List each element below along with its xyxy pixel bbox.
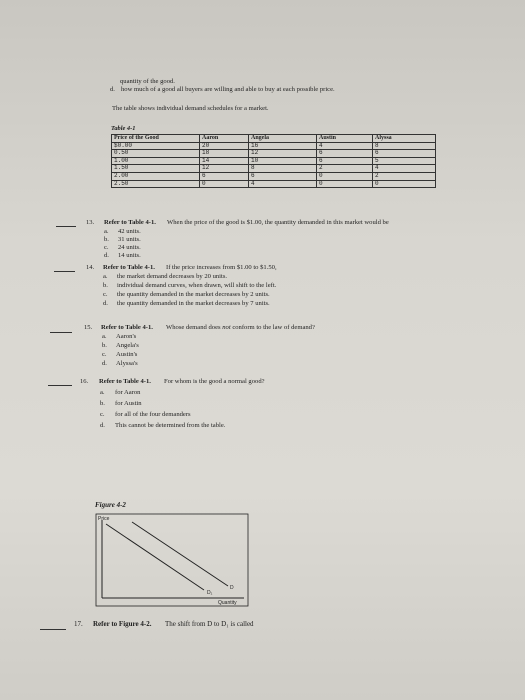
cell-price: 2.50	[112, 180, 200, 188]
question-ref: Refer to Table 4-1.	[104, 219, 156, 226]
question-stem: If the price increases from $1.00 to $1.50,	[166, 264, 277, 271]
header-austin: Austin	[317, 135, 373, 143]
question-ref: Refer to Table 4-1.	[99, 378, 151, 385]
header-price: Price of the Good	[112, 135, 200, 143]
cell-aaron: 0	[200, 180, 249, 188]
cell-price: 1.50	[112, 165, 200, 173]
intro-line-1: quantity of the good.	[120, 78, 175, 85]
answer-blank-13[interactable]	[56, 226, 76, 227]
question-stem: For whom is the good a normal good?	[164, 378, 265, 385]
cell-austin: 2	[317, 165, 373, 173]
cell-angela: 10	[249, 157, 317, 165]
option-letter: d.	[103, 300, 108, 307]
answer-blank-17[interactable]	[40, 629, 66, 630]
cell-alyssa: 5	[373, 157, 436, 165]
question-number: 17.	[74, 620, 83, 628]
cell-price: 2.00	[112, 172, 200, 180]
question-stem: The shift from D to D₁ is called	[165, 620, 254, 628]
demand-table	[111, 134, 436, 188]
cell-angela: 4	[249, 180, 317, 188]
cell-austin: 0	[317, 180, 373, 188]
cell-aaron: 18	[200, 150, 249, 158]
question-ref: Refer to Table 4-1.	[103, 264, 155, 271]
question-number: 13.	[86, 219, 95, 226]
option-letter: b.	[104, 236, 109, 243]
stem-post: conform to the law of demand?	[232, 324, 315, 331]
header-angela: Angela	[249, 135, 317, 143]
option-text: the market demand decreases by 20 units.	[117, 273, 228, 280]
option-text: individual demand curves, when drawn, will shift to the left.	[117, 282, 277, 289]
cell-aaron: 6	[200, 172, 249, 180]
header-alyssa: Alyssa	[373, 135, 436, 143]
table-row	[112, 180, 436, 188]
cell-aaron: 20	[200, 142, 249, 150]
table-row	[112, 157, 436, 165]
cell-angela: 12	[249, 150, 317, 158]
demand-curve-d1	[106, 524, 204, 590]
option-letter: a.	[103, 273, 108, 280]
option-text: Alyssa's	[116, 360, 138, 367]
cell-price: $0.00	[112, 142, 200, 150]
option-text: the quantity demanded in the market decreases by 2 units.	[117, 291, 270, 298]
cell-aaron: 14	[200, 157, 249, 165]
option-text: the quantity demanded in the market decreases by 7 units.	[117, 300, 270, 307]
intro-line-2: how much of a good all buyers are willing and able to buy at each possible price.	[121, 86, 335, 93]
question-number: 15.	[84, 324, 93, 331]
option-text: for Austin	[115, 400, 142, 407]
option-letter: a.	[104, 228, 109, 235]
question-number: 14.	[86, 264, 95, 271]
question-number: 16.	[80, 378, 89, 385]
table-row	[112, 172, 436, 180]
cell-alyssa: 4	[373, 165, 436, 173]
cell-price: 1.00	[112, 157, 200, 165]
question-ref: Refer to Figure 4-2.	[93, 620, 152, 628]
option-letter: a.	[102, 333, 107, 340]
header-aaron: Aaron	[200, 135, 249, 143]
x-axis-label: Quantity	[218, 600, 237, 606]
y-axis-label: Price	[98, 516, 110, 522]
cell-price: 0.50	[112, 150, 200, 158]
cell-alyssa: 8	[373, 142, 436, 150]
intro-letter-d: d.	[110, 86, 115, 93]
table-title: Table 4-1	[111, 125, 136, 132]
answer-blank-15[interactable]	[50, 332, 72, 333]
option-text: 24 units.	[118, 244, 141, 251]
option-letter: b.	[100, 400, 105, 407]
option-text: 14 units.	[118, 252, 141, 259]
option-text: for Aaron	[115, 389, 141, 396]
cell-austin: 4	[317, 142, 373, 150]
option-text: 31 units.	[118, 236, 141, 243]
cell-angela: 6	[249, 172, 317, 180]
cell-austin: 6	[317, 157, 373, 165]
option-letter: c.	[103, 291, 108, 298]
cell-angela: 8	[249, 165, 317, 173]
cell-aaron: 12	[200, 165, 249, 173]
option-letter: d.	[100, 422, 105, 429]
table-header-row	[112, 135, 436, 143]
cell-alyssa: 2	[373, 172, 436, 180]
option-text: Aaron's	[116, 333, 137, 340]
question-ref: Refer to Table 4-1.	[101, 324, 153, 331]
figure-border	[96, 514, 248, 606]
answer-blank-16[interactable]	[48, 385, 72, 386]
cell-alyssa: 6	[373, 150, 436, 158]
figure-title: Figure 4-2	[95, 501, 126, 509]
cell-austin: 6	[317, 150, 373, 158]
option-letter: c.	[104, 244, 109, 251]
option-letter: b.	[103, 282, 108, 289]
cell-angela: 16	[249, 142, 317, 150]
option-text: Angela's	[116, 342, 139, 349]
option-text: Austin's	[116, 351, 138, 358]
table-row	[112, 165, 436, 173]
table-row	[112, 150, 436, 158]
option-letter: b.	[102, 342, 107, 349]
demand-curve-d	[132, 522, 228, 586]
table-row	[112, 142, 436, 150]
option-letter: c.	[100, 411, 105, 418]
option-text: This cannot be determined from the table.	[115, 422, 226, 429]
option-letter: a.	[100, 389, 105, 396]
cell-alyssa: 0	[373, 180, 436, 188]
stem-emphasis: not	[222, 324, 231, 331]
table-intro: The table shows individual demand schedules for a market.	[112, 105, 269, 112]
curve-label-d1: D₁	[207, 590, 213, 596]
stem-pre: Whose demand does	[166, 324, 221, 331]
cell-austin: 0	[317, 172, 373, 180]
option-text: for all of the four demanders	[115, 411, 191, 418]
answer-blank-14[interactable]	[54, 271, 75, 272]
option-letter: d.	[104, 252, 109, 259]
option-text: 42 units.	[118, 228, 141, 235]
question-stem	[166, 324, 315, 332]
figure-4-2	[94, 512, 254, 610]
option-letter: c.	[102, 351, 107, 358]
curve-label-d: D	[230, 585, 234, 591]
question-stem: When the price of the good is $1.00, the quantity demanded in this market would be	[167, 219, 389, 226]
option-letter: d.	[102, 360, 107, 367]
